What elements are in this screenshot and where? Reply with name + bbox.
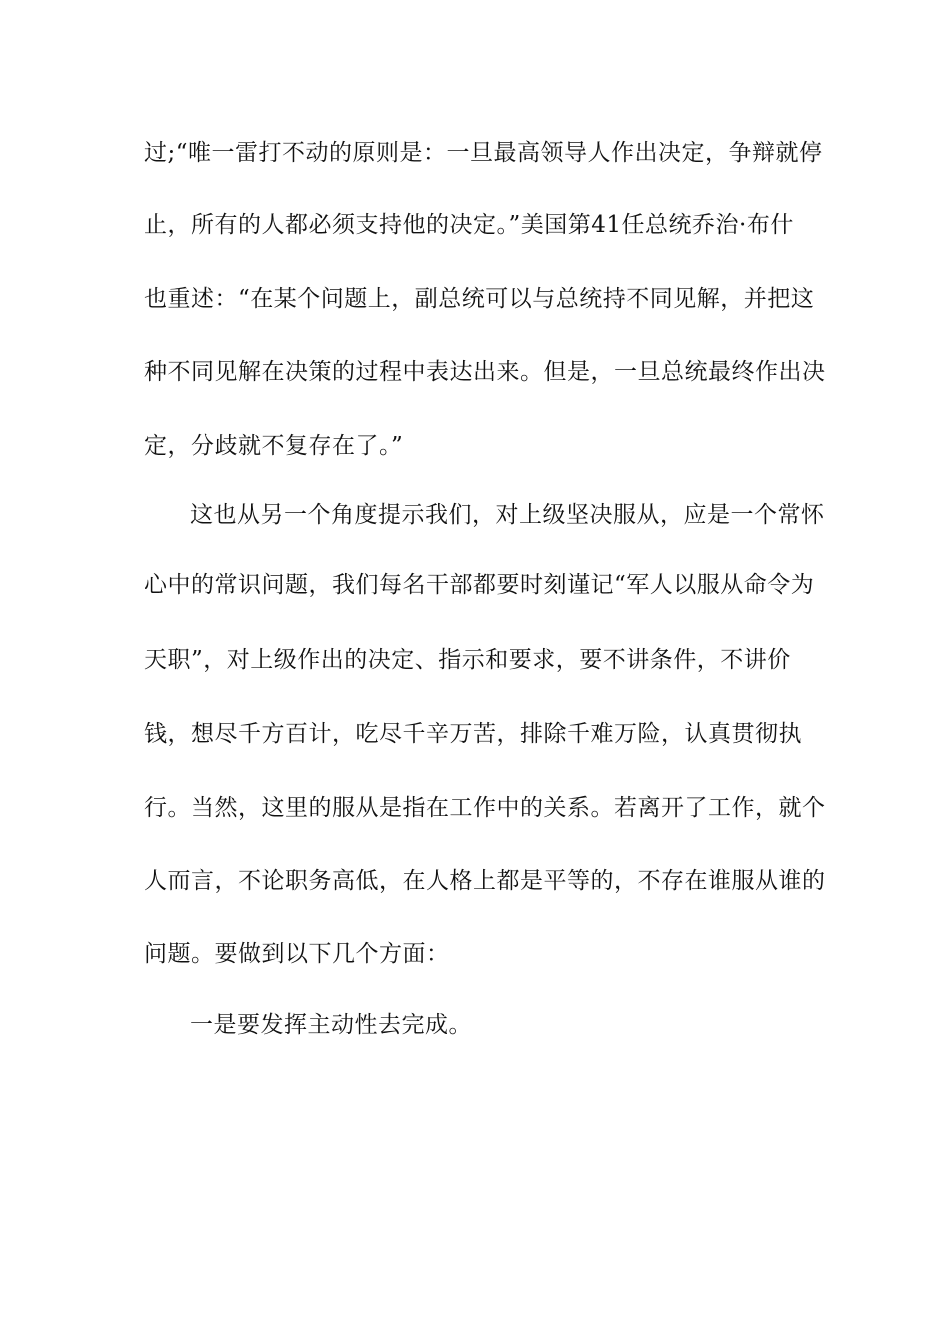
paragraph-2-line-5: 行。当然，这里的服从是指在工作中的关系。若离开了工作，就个 (144, 795, 826, 821)
paragraph-1-line-4: 种不同见解在决策的过程中表达出来。但是，一旦总统最终作出决 (144, 359, 826, 385)
paragraph-2-line-6: 人而言，不论职务高低，在人格上都是平等的，不存在谁服从谁的 (144, 868, 826, 894)
paragraph-2-line-7: 问题。要做到以下几个方面： (144, 941, 450, 967)
paragraph-2-line-3: 天职”，对上级作出的决定、指示和要求，要不讲条件，不讲价 (144, 647, 791, 673)
paragraph-1-line-1: 过;“唯一雷打不动的原则是：一旦最高领导人作出决定，争辩就停 (144, 140, 823, 166)
paragraph-2-line-2: 心中的常识问题，我们每名干部都要时刻谨记“军人以服从命令为 (144, 572, 815, 598)
paragraph-1-line-2: 止，所有的人都必须支持他的决定。”美国第41任总统乔治·布什 (144, 212, 794, 238)
paragraph-2-line-1: 这也从另一个角度提示我们，对上级坚决服从，应是一个常怀 (190, 502, 825, 528)
paragraph-3-line-1: 一是要发挥主动性去完成。 (190, 1012, 472, 1038)
paragraph-1-line-5: 定，分歧就不复存在了。” (144, 433, 404, 459)
paragraph-1-line-3: 也重述：“在某个问题上，副总统可以与总统持不同见解，并把这 (144, 286, 815, 312)
paragraph-2-line-4: 钱，想尽千方百计，吃尽千辛万苦，排除千难万险，认真贯彻执 (144, 721, 802, 747)
